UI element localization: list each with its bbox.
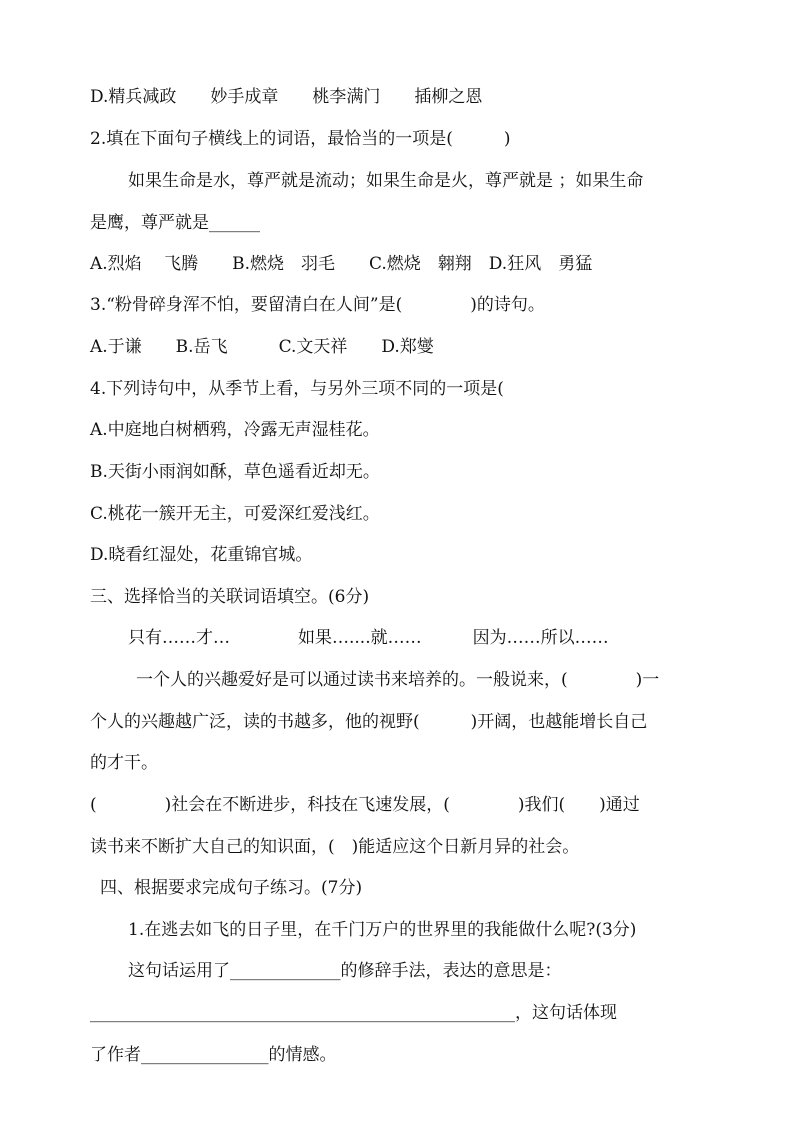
q2-stem: 2.填在下面句子横线上的词语，最恰当的一项是( ) [90, 129, 511, 149]
section3-para2-line2: 读书来不断扩大自己的知识面，( )能适应这个日新月异的社会。 [90, 837, 580, 857]
q4-option-d: D.晓看红湿处，花重锦官城。 [90, 545, 313, 565]
section4-q1-prompt: 这句话运用了_____________的修辞手法，表达的意思是： [128, 961, 562, 981]
q1-option-d: D.精兵减政 妙手成章 桃李满门 插柳之恩 [90, 87, 483, 107]
section3-para1-line2: 个人的兴趣越广泛，读的书越多，他的视野( )开阔，也越能增长自己 [90, 712, 648, 732]
q2-text-line1: 如果生命是水，尊严就是流动；如果生命是火，尊严就是 ；如果生命 [128, 171, 644, 191]
section3-para2-line1: ( )社会在不断进步，科技在飞速发展，( )我们( )通过 [90, 795, 640, 815]
section3-word-bank: 只有……才… 如果…....就…… 因为……所以…… [128, 628, 609, 648]
section4-q1-answer-line: __________________________________________________，这句话体现 [90, 1003, 617, 1023]
q3-options: A.于谦 B.岳飞 C.文天祥 D.郑燮 [90, 337, 434, 357]
q4-option-c: C.桃花一簇开无主，可爱深红爱浅红。 [90, 504, 380, 524]
q4-stem: 4.下列诗句中，从季节上看，与另外三项不同的一项是( [90, 379, 504, 399]
q2-options: A.烈焰 飞腾 B.燃烧 羽毛 C.燃烧 翱翔 D.狂风 勇猛 [90, 254, 593, 274]
section4-q1: 1.在逃去如飞的日子里，在千门万户的世界里的我能做什么呢?(3分) [128, 920, 637, 940]
section3-para1-line3: 的才干。 [90, 753, 158, 773]
q4-option-b: B.天街小雨润如酥，草色遥看近却无。 [90, 462, 380, 482]
q4-option-a: A.中庭地白树栖鸦，冷露无声湿桂花。 [90, 420, 380, 440]
section4-q1-emotion: 了作者_______________的情感。 [90, 1045, 337, 1065]
section4-heading: 四、根据要求完成句子练习。(7分) [100, 878, 363, 898]
section3-para1-line1: 一个人的兴趣爱好是可以通过读书来培养的。一般说来，( )一 [136, 670, 660, 690]
q2-text-line2: 是鹰，尊严就是______ [90, 213, 260, 233]
section3-heading: 三、选择恰当的关联词语填空。(6分) [90, 587, 370, 607]
q3-stem: 3.“粉骨碎身浑不怕，要留清白在人间”是( )的诗句。 [90, 295, 545, 315]
